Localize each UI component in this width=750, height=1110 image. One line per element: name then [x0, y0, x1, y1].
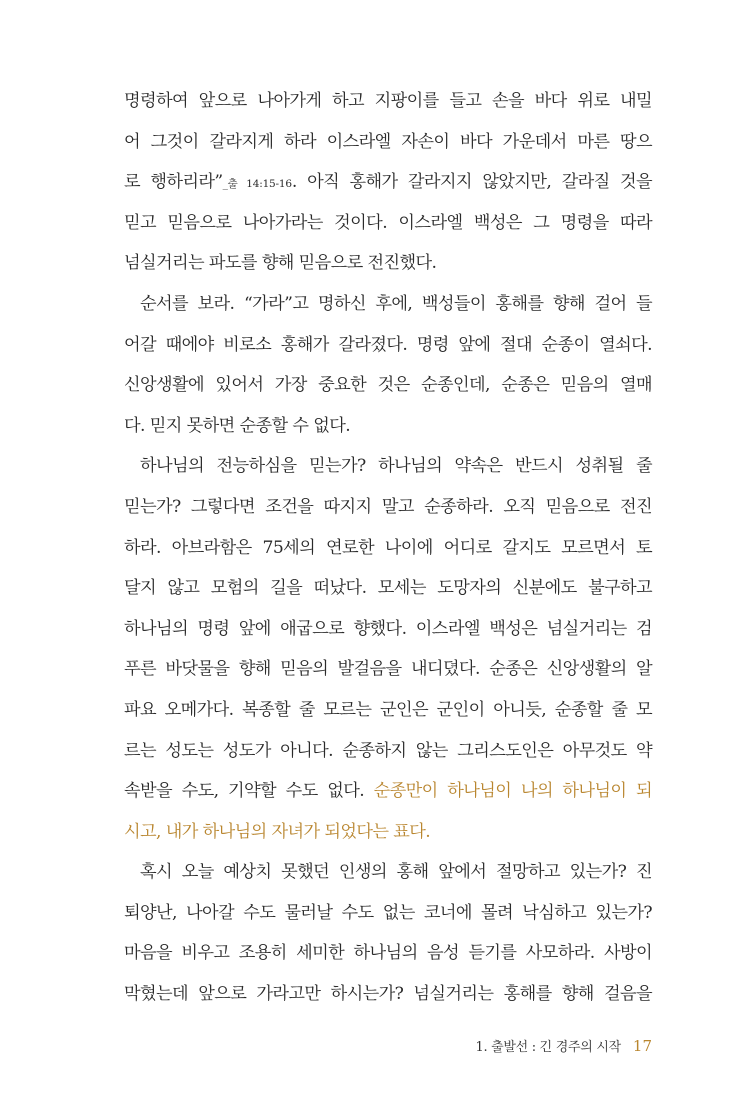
text-line: 순서를 보라. “가라”고 명하신 후에, 백성들이 홍해를 향해 걸어 들	[140, 293, 652, 314]
highlighted-text: 순종만이 하나님이 나의 하나님이 되	[373, 781, 652, 802]
text-line: 달지 않고 모험의 길을 떠났다. 모세는 도망자의 신분에도 불구하고	[124, 578, 652, 599]
page-number: 17	[632, 1037, 652, 1055]
text-line: 하라. 아브라함은 75세의 연로한 나이에 어디로 갈지도 모르면서 토	[124, 537, 652, 558]
text-line: 명령하여 앞으로 나아가게 하고 지팡이를 들고 손을 바다 위로 내밀	[124, 91, 652, 111]
text-line: 하나님의 명령 앞에 애굽으로 향했다. 이스라엘 백성은 넘실거리는 검	[124, 618, 652, 639]
text-line: 다. 믿지 못하면 순종할 수 없다.	[124, 415, 351, 436]
text-segment: 로 행하리라”	[124, 172, 223, 193]
running-footer-chapter: 1. 출발선 : 긴 경주의 시작	[475, 1040, 621, 1055]
text-line: 믿는가? 그렇다면 조건을 따지지 말고 순종하라. 오직 믿음으로 전진	[124, 496, 652, 517]
text-line: 푸른 바닷물을 향해 믿음의 발걸음을 내디뎠다. 순종은 신앙생활의 알	[124, 659, 652, 680]
text-line	[124, 771, 652, 812]
text-line: 하나님의 전능하심을 믿는가? 하나님의 약속은 반드시 성취될 줄	[140, 456, 652, 477]
text-line: 파요 오메가다. 복종할 줄 모르는 군인은 군인이 아니듯, 순종할 줄 모	[124, 699, 652, 720]
text-line: 신앙생활에 있어서 가장 중요한 것은 순종인데, 순종은 믿음의 열매	[124, 375, 652, 396]
text-line: 혹시 오늘 예상치 못했던 인생의 홍해 앞에서 절망하고 있는가? 진	[140, 862, 652, 883]
text-line: 어갈 때에야 비로소 홍해가 갈라졌다. 명령 앞에 절대 순종이 열쇠다.	[124, 334, 652, 355]
text-line: 막혔는데 앞으로 가라고만 하시는가? 넘실거리는 홍해를 향해 걸음을	[124, 984, 652, 1005]
text-segment: 속받을 수도, 기약할 수도 없다.	[124, 781, 374, 802]
scripture-reference: _출 14:15-16	[222, 178, 292, 191]
text-line: 넘실거리는 파도를 향해 믿음으로 전진했다.	[124, 253, 437, 274]
text-line: 어 그것이 갈라지게 하라 이스라엘 자손이 바다 가운데서 마른 땅으	[124, 131, 652, 152]
text-line: 르는 성도는 성도가 아니다. 순종하지 않는 그리스도인은 아무것도 약	[124, 740, 652, 761]
page-footer	[0, 1036, 652, 1055]
text-line	[124, 162, 652, 203]
highlighted-text-line: 시고, 내가 하나님의 자녀가 되었다는 표다.	[124, 821, 431, 842]
text-line: 퇴양난, 나아갈 수도 물러날 수도 없는 코너에 몰려 낙심하고 있는가?	[124, 902, 652, 923]
body-text	[124, 81, 652, 1015]
text-line: 마음을 비우고 조용히 세미한 하나님의 음성 듣기를 사모하라. 사방이	[124, 943, 652, 964]
text-segment: . 아직 홍해가 갈라지지 않았지만, 갈라질 것을	[291, 172, 652, 193]
text-line: 믿고 믿음으로 나아가라는 것이다. 이스라엘 백성은 그 명령을 따라	[124, 212, 652, 233]
